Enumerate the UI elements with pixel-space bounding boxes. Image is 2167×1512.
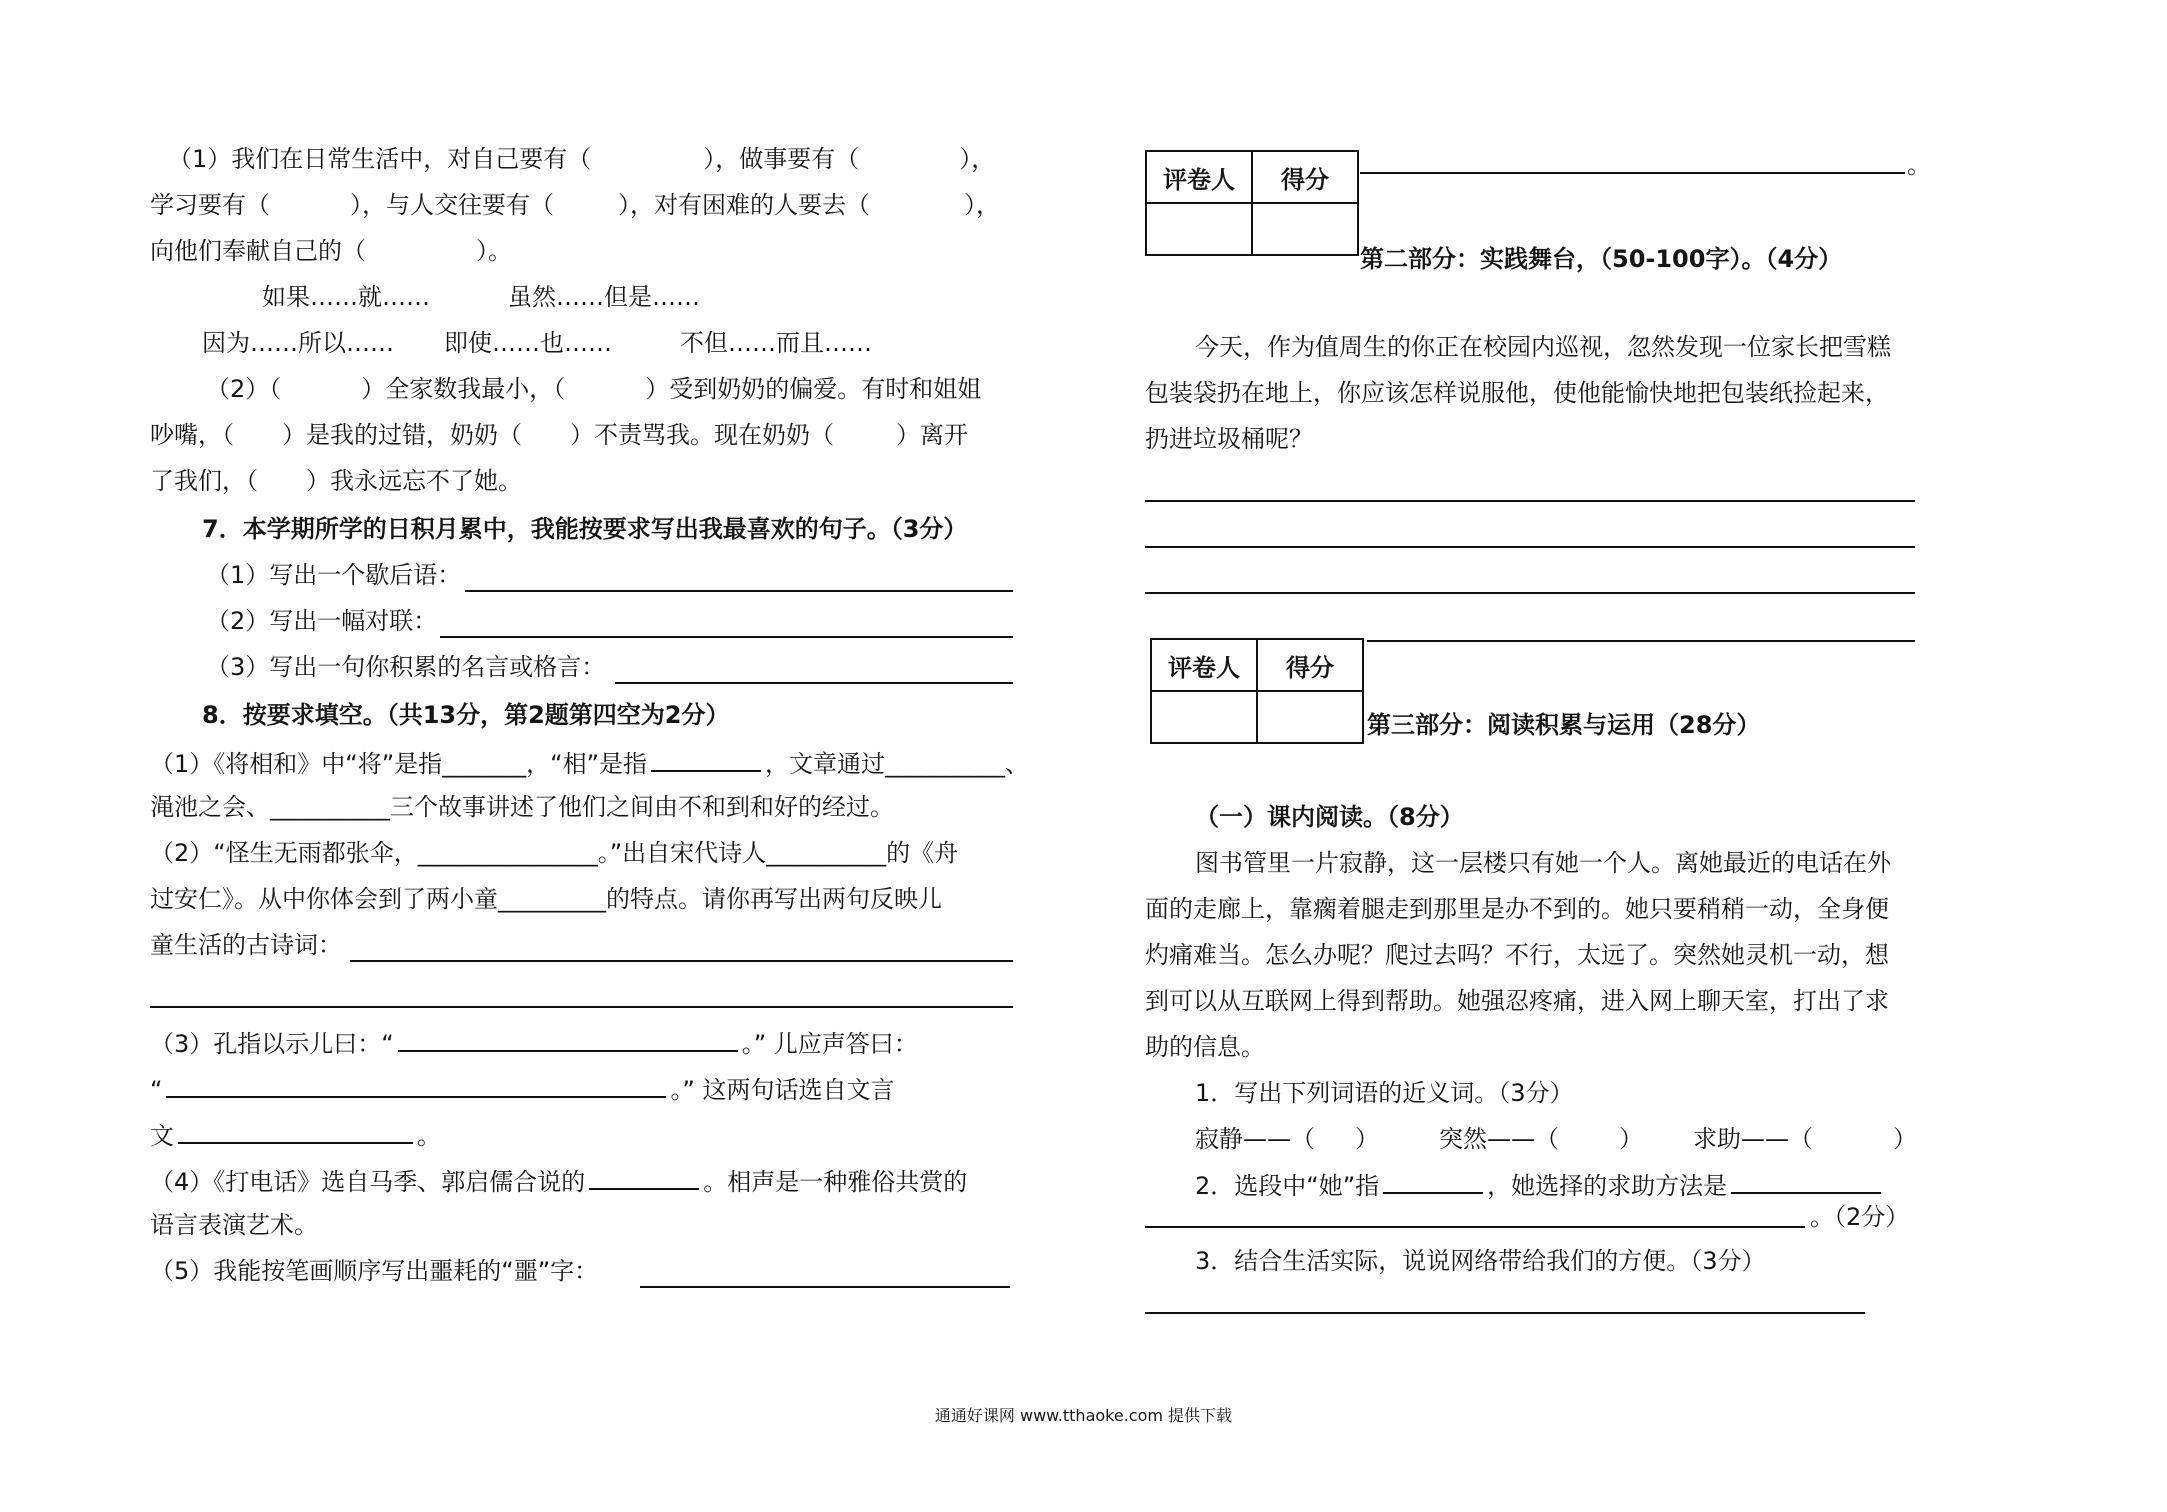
q6-1-line3: 向他们奉献自己的（ ）。 <box>150 237 512 265</box>
q8-title: 8．按要求填空。（共13分，第2题第四空为2分） <box>202 701 730 729</box>
q7-title: 7．本学期所学的日积月累中，我能按要求写出我最喜欢的句子。（3分） <box>202 515 968 543</box>
q6-1-line1: （1）我们在日常生活中，对自己要有（ ），做事要有（ ）， <box>168 145 996 173</box>
reading-text-3: 灼痛难当。怎么办呢？爬过去吗？不行，太远了。突然她灵机一动，想 <box>1145 941 1889 969</box>
score-cell[interactable] <box>1252 203 1358 255</box>
q8-2-line2: 过安仁》。从中你体会到了两小童_________的特点。请你再写出两句反映儿 <box>150 885 942 913</box>
score-header: 得分 <box>1257 639 1363 691</box>
q8-3-line2: “ 。” 这两句话选自文言 <box>150 1070 895 1107</box>
q8-4-line1: （4）《打电话》选自马季、郭启儒合说的 。相声是一种雅俗共赏的 <box>150 1162 967 1199</box>
part2-answer-line-3[interactable] <box>1145 592 1915 594</box>
score-header: 得分 <box>1252 151 1358 203</box>
part3-title: 第三部分：阅读积累与运用（28分） <box>1367 711 1761 739</box>
part2-top-line-end: 。 <box>1907 151 1931 179</box>
part2-prompt-line1: 今天，作为值周生的你正在校园内巡视，忽然发现一位家长把雪糕 <box>1195 333 1891 361</box>
q7-prompt-1: （1）写出一个歇后语： <box>206 561 462 589</box>
reading-q2-line1: 2．选段中“她”指 ，她选择的求助方法是 <box>1195 1166 1885 1203</box>
q8-2-line3: 童生活的古诗词： <box>150 931 342 959</box>
part2-answer-line-1[interactable] <box>1145 500 1915 502</box>
part2-top-line <box>1360 172 1905 174</box>
score-cell[interactable] <box>1257 691 1363 743</box>
reading-text-4: 到可以从互联网上得到帮助。她强忍疼痛，进入网上聊天室，打出了求 <box>1145 987 1889 1015</box>
reviewer-header: 评卷人 <box>1146 151 1252 203</box>
reading-text-5: 助的信息。 <box>1145 1033 1265 1061</box>
reading-q1-words: 寂静——（ ） 突然——（ ） 求助——（ ） <box>1195 1125 1917 1153</box>
reviewer-header: 评卷人 <box>1151 639 1257 691</box>
reading-q2-score: 。（2分） <box>1810 1203 1910 1231</box>
score-table-part3 <box>1150 638 1364 744</box>
reviewer-cell[interactable] <box>1151 691 1257 743</box>
reading-q1: 1．写出下列词语的近义词。（3分） <box>1195 1079 1574 1107</box>
reading-q3-answer-line[interactable] <box>1145 1312 1865 1314</box>
part2-prompt-line2: 包装袋扔在地上，你应该怎样说服他，使他能愉快地把包装纸捡起来， <box>1145 379 1889 407</box>
footer-source: 通通好课网 www.tthaoke.com 提供下载 <box>934 1406 1233 1425</box>
q8-2-line1: （2）“怪生无雨都张伞，_______________。”出自宋代诗人__________的《舟 <box>150 839 959 867</box>
reading-q2-answer-line[interactable] <box>1145 1226 1805 1228</box>
part2-answer-line-2[interactable] <box>1145 546 1915 548</box>
conjunction-row-1: 如果……就…… 虽然……但是…… <box>262 283 700 311</box>
q8-5-line: （5）我能按笔画顺序写出噩耗的“噩”字： <box>150 1257 599 1285</box>
q7-prompt-2: （2）写出一幅对联： <box>206 607 438 635</box>
conjunction-row-2: 因为……所以…… 即使……也…… 不但……而且…… <box>202 329 872 357</box>
reading-text-1: 图书管里一片寂静，这一层楼只有她一个人。离她最近的电话在外 <box>1195 849 1891 877</box>
reading-text-2: 面的走廊上，靠瘸着腿走到那里是办不到的。她只要稍稍一动，全身便 <box>1145 895 1889 923</box>
q7-prompt-3: （3）写出一句你积累的名言或格言： <box>206 653 606 681</box>
q6-2-line3: 了我们，（ ）我永远忘不了她。 <box>150 467 522 495</box>
q8-3-line3: 文 。 <box>150 1116 441 1153</box>
reading-subtitle: （一）课内阅读。（8分） <box>1195 803 1464 831</box>
q6-2-line1: （2）（ ）全家数我最小，（ ）受到奶奶的偏爱。有时和姐姐 <box>206 375 982 403</box>
q8-2-answer-line-1[interactable] <box>350 960 1013 962</box>
q8-1-line2: 渑池之会、__________三个故事讲述了他们之间由不和到和好的经过。 <box>150 793 894 821</box>
q6-2-line2: 吵嘴，（ ）是我的过错，奶奶（ ）不责骂我。现在奶奶（ ）离开 <box>150 421 968 449</box>
reviewer-cell[interactable] <box>1146 203 1252 255</box>
part2-prompt-line3: 扔进垃圾桶呢？ <box>1145 425 1313 453</box>
q8-1-line1: （1）《将相和》中“将”是指_______，“相”是指 ，文章通过__________、 <box>150 744 1029 781</box>
q8-3-line1: （3）孔指以示儿曰：“ 。” 儿应声答曰： <box>150 1024 918 1061</box>
q8-5-answer-line[interactable] <box>640 1286 1010 1288</box>
q8-2-answer-line-2[interactable] <box>150 1006 1013 1008</box>
q8-4-line2: 语言表演艺术。 <box>150 1211 318 1239</box>
q7-answer-line-3[interactable] <box>615 682 1013 684</box>
q7-answer-line-2[interactable] <box>440 636 1013 638</box>
q7-answer-line-1[interactable] <box>465 590 1013 592</box>
q6-1-line2: 学习要有（ ），与人交往要有（ ），对有困难的人要去（ ）， <box>150 191 1000 219</box>
score-table-part2 <box>1145 150 1359 256</box>
part2-title: 第二部分：实践舞台，（50-100字）。（4分） <box>1360 245 1843 273</box>
part3-top-line <box>1367 640 1915 642</box>
reading-q3: 3．结合生活实际，说说网络带给我们的方便。（3分） <box>1195 1247 1766 1275</box>
